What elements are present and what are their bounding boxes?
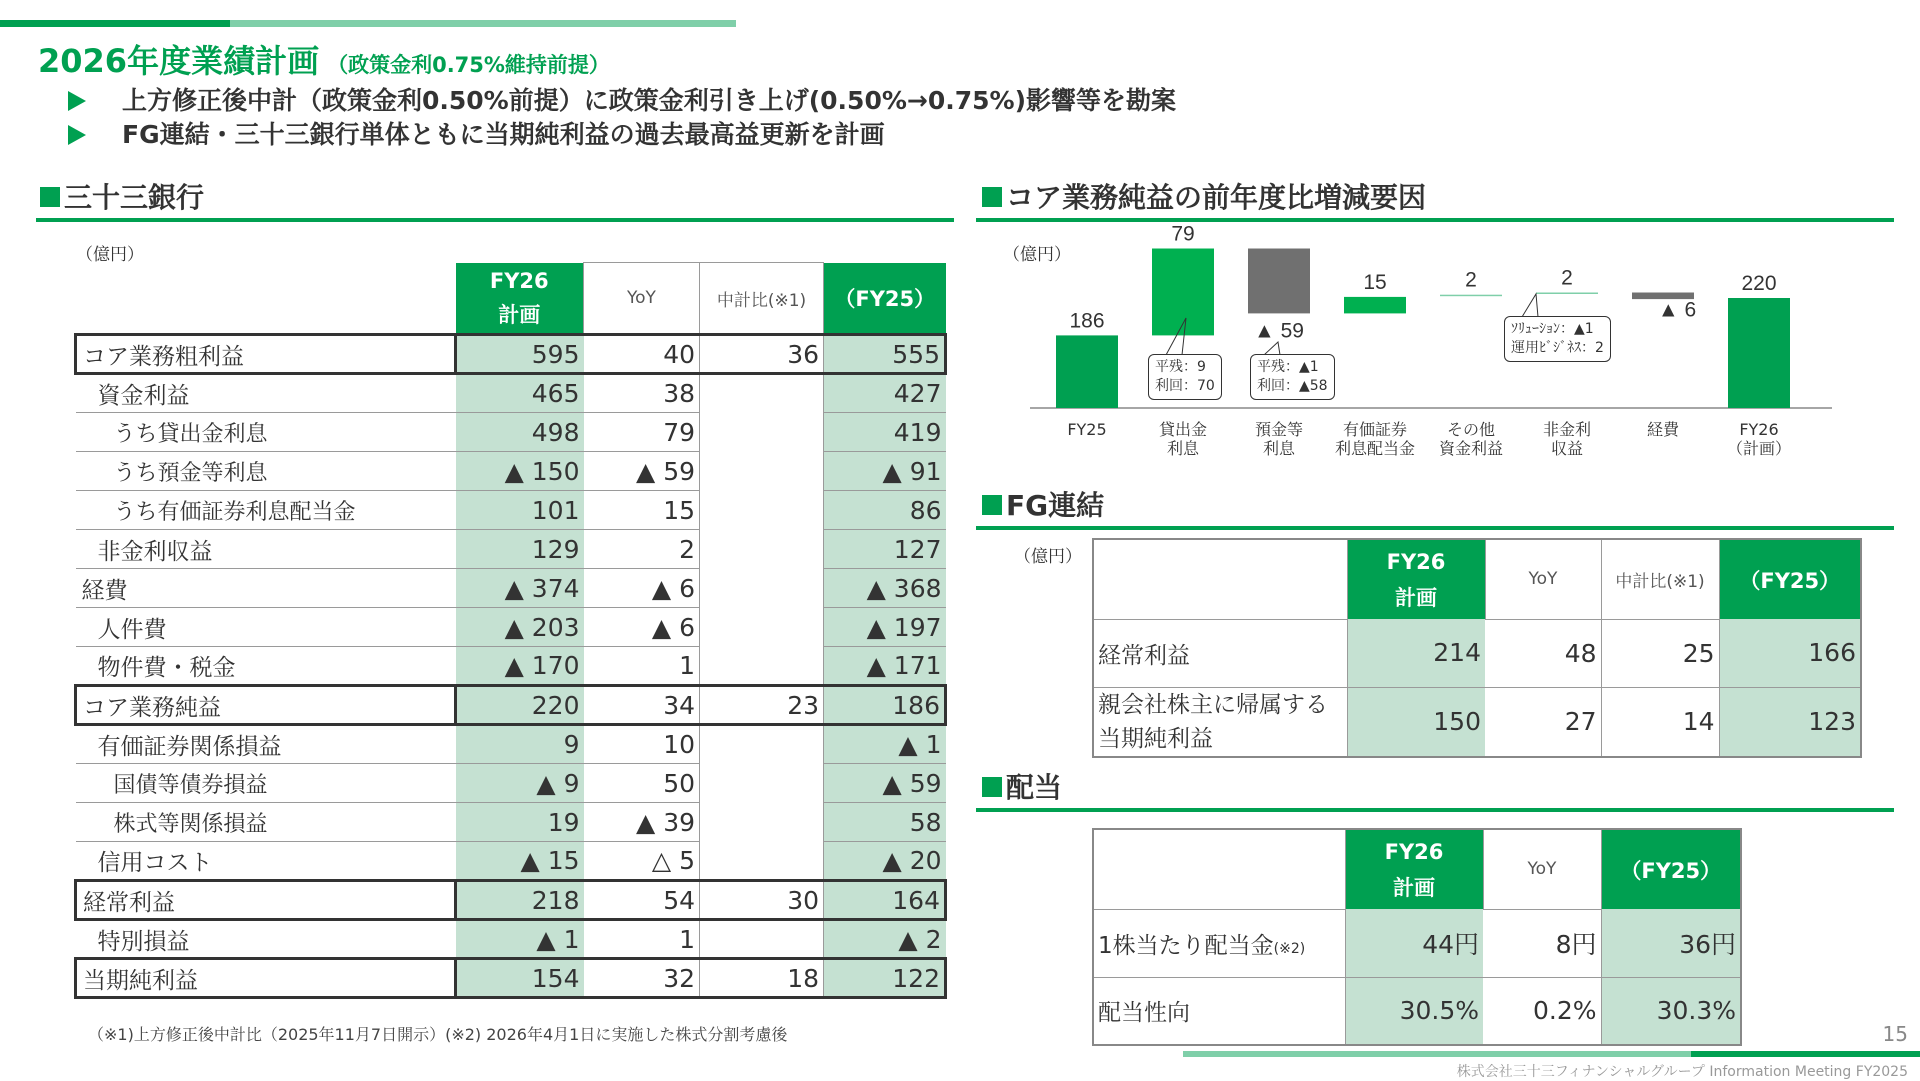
header-fy26: FY26 計画 [456,263,584,335]
callout-pointer [1522,294,1538,317]
cell-vs-plan: 23 [700,686,824,725]
cell-yoy: 1 [584,647,700,686]
waterfall-value-label: 186 [1069,309,1105,333]
waterfall-chart [1010,222,1890,470]
row-label: 物件費・税金 [76,647,456,686]
cell-yoy: 54 [584,881,700,920]
fg-unit: （億円） [1014,547,1082,567]
waterfall-bar [1344,297,1406,314]
cell-yoy: 32 [584,959,700,998]
table-row [76,881,946,920]
waterfall-value-label: 15 [1363,270,1387,294]
waterfall-bar [1056,335,1118,408]
row-label: 配当性向 [1093,977,1345,1045]
table-row [76,842,946,881]
waterfall-bar [1728,298,1790,408]
row-label: うち有価証券利息配当金 [76,491,456,530]
cell-yoy: 27 [1485,687,1601,757]
waterfall-category-label: 預金等 利息 [1254,420,1303,458]
table-row [76,413,946,452]
table-row [76,491,946,530]
row-label: 経常利益 [1093,619,1347,687]
cell-yoy: ▲ 59 [584,452,700,491]
table-row [76,803,946,842]
page-title: 2026年度業績計画 （政策金利0.75%維持前提） [38,42,610,80]
cell-fy26: ▲ 374 [456,569,584,608]
header-yoy: YoY [1483,829,1601,909]
cell-fy25: 127 [824,530,946,569]
bank-unit: （億円） [76,245,144,265]
cell-fy25: 186 [824,686,946,725]
cell-fy25: 122 [824,959,946,998]
cell-fy26: 498 [456,413,584,452]
bullet-item: 上方修正後中計（政策金利0.50%前提）に政策金利引き上げ(0.50%→0.75%)影響等を勘案 [68,84,1176,118]
footer-accent-bar-light [1183,1051,1691,1057]
cell-vs-plan [700,608,824,647]
row-label: うち貸出金利息 [76,413,456,452]
row-label: 特別損益 [76,920,456,959]
waterfall-category-label: 貸出金 利息 [1158,420,1207,458]
table-row [1093,977,1741,1045]
waterfall-value-label: 79 [1171,222,1195,246]
cell-vs-plan: 14 [1601,687,1719,757]
summary-bullets [68,84,1176,152]
header-yoy: YoY [584,263,700,335]
header-vs-plan: 中計比(※1) [1601,539,1719,619]
cell-yoy: 40 [584,335,700,374]
cell-fy25: 555 [824,335,946,374]
cell-fy25: 427 [824,374,946,413]
cell-fy25: 36円 [1601,909,1741,977]
header-fy25: （FY25） [1601,829,1741,909]
cell-yoy: 50 [584,764,700,803]
triangle-bullet-icon [68,91,86,111]
waterfall-category-label: 有価証券 利息配当金 [1334,420,1415,458]
fg-section-title: FG連結 [982,484,1104,524]
loan-callout: 平残：9 利回：70 [1148,354,1222,400]
square-marker-icon [982,777,1002,797]
cell-yoy: 1 [584,920,700,959]
cell-yoy: ▲ 6 [584,569,700,608]
row-label: 当期純利益 [76,959,456,998]
cell-vs-plan [700,569,824,608]
footer-company: 株式会社三十三フィナンシャルグループ Information Meeting FY2025 [1456,1064,1908,1080]
table-row [76,530,946,569]
page-subtitle: （政策金利0.75%維持前提） [327,53,610,77]
cell-fy25: ▲ 368 [824,569,946,608]
cell-fy25: ▲ 91 [824,452,946,491]
cell-fy25: 419 [824,413,946,452]
row-label: 経常利益 [76,881,456,920]
square-marker-icon [982,495,1002,515]
cell-vs-plan [700,725,824,764]
cell-fy26: 9 [456,725,584,764]
cell-vs-plan [700,374,824,413]
table-row [1093,687,1861,757]
table-row [1093,909,1741,977]
square-marker-icon [40,187,60,207]
cell-fy26: 30.5% [1345,977,1483,1045]
cell-fy26: ▲ 9 [456,764,584,803]
cell-yoy: 0.2% [1483,977,1601,1045]
deposit-callout: 平残：▲1 利回：▲58 [1250,354,1335,400]
cell-fy25: ▲ 171 [824,647,946,686]
header-yoy: YoY [1485,539,1601,619]
cell-fy25: ▲ 197 [824,608,946,647]
cell-vs-plan: 36 [700,335,824,374]
waterfall-value-label: 2 [1465,268,1477,292]
waterfall-value-label: ▲ 59 [1254,319,1304,343]
cell-vs-plan [700,803,824,842]
waterfall-bar [1440,295,1502,297]
table-row [76,569,946,608]
cell-fy25: ▲ 2 [824,920,946,959]
waterfall-category-label: その他 資金利益 [1438,420,1503,458]
cell-yoy: 10 [584,725,700,764]
table-row [76,959,946,998]
row-label: コア業務粗利益 [76,335,456,374]
cell-fy26: 214 [1347,619,1485,687]
row-label: 信用コスト [76,842,456,881]
cell-vs-plan [700,530,824,569]
cell-vs-plan [700,452,824,491]
cell-yoy: ▲ 6 [584,608,700,647]
row-label: 国債等債券損益 [76,764,456,803]
cell-fy26: ▲ 170 [456,647,584,686]
table-row [1093,619,1861,687]
cell-fy26: 218 [456,881,584,920]
row-label: 経費 [76,569,456,608]
waterfall-category-label: 経費 [1646,420,1679,439]
cell-vs-plan: 25 [1601,619,1719,687]
cell-yoy: 34 [584,686,700,725]
cell-fy25: 164 [824,881,946,920]
cell-yoy: △ 5 [584,842,700,881]
row-label: コア業務純益 [76,686,456,725]
page-number: 15 [1882,1022,1908,1046]
cell-fy26: 595 [456,335,584,374]
triangle-bullet-icon [68,125,86,145]
waterfall-bar [1248,249,1310,314]
cell-yoy: 15 [584,491,700,530]
section-divider [36,218,954,222]
cell-fy25: ▲ 59 [824,764,946,803]
cell-fy26: ▲ 15 [456,842,584,881]
waterfall-category-label: FY26 （計画） [1726,420,1791,458]
cell-fy26: ▲ 1 [456,920,584,959]
section-divider [976,526,1894,530]
cell-vs-plan [700,647,824,686]
header-vs-plan: 中計比(※1) [700,263,824,335]
cell-fy25: 30.3% [1601,977,1741,1045]
cell-vs-plan: 30 [700,881,824,920]
waterfall-category-label: 非金利 収益 [1542,420,1591,458]
cell-fy25: ▲ 20 [824,842,946,881]
header-blank [1093,829,1345,909]
top-accent-bar [0,20,230,27]
cell-vs-plan [700,920,824,959]
cell-fy26: 465 [456,374,584,413]
row-label: うち預金等利息 [76,452,456,491]
cell-fy26: 129 [456,530,584,569]
cell-fy26: 19 [456,803,584,842]
header-blank [76,263,456,335]
footnote: （※1)上方修正後中計比（2025年11月7日開示）(※2) 2026年4月1日に実施した株式分割考慮後 [88,1025,788,1044]
dividend-table [1092,828,1742,1046]
cell-yoy: 2 [584,530,700,569]
dividend-section-title: 配当 [982,766,1062,806]
cell-fy26: 154 [456,959,584,998]
waterfall-bar [1536,293,1598,295]
cell-yoy: 38 [584,374,700,413]
table-row [76,725,946,764]
row-label: 1株当たり配当金(※2) [1093,909,1345,977]
cell-fy26: ▲ 203 [456,608,584,647]
cell-vs-plan [700,764,824,803]
section-divider [976,808,1894,812]
top-accent-bar-light [230,20,736,27]
table-row [76,764,946,803]
header-fy25: （FY25） [824,263,946,335]
waterfall-bar [1152,249,1214,336]
cell-vs-plan [700,413,824,452]
cell-fy26: 220 [456,686,584,725]
row-label: 有価証券関係損益 [76,725,456,764]
fee-callout: ｿﾘｭｰｼｮﾝ：▲1 運用ﾋﾞｼﾞﾈｽ：2 [1504,316,1611,362]
cell-fy25: ▲ 1 [824,725,946,764]
fg-table [1092,538,1862,758]
row-label: 株式等関係損益 [76,803,456,842]
row-label: 人件費 [76,608,456,647]
square-marker-icon [982,187,1002,207]
cell-fy25: 86 [824,491,946,530]
section-divider [976,218,1894,222]
bullet-item: FG連結・三十三銀行単体ともに当期純利益の過去最高益更新を計画 [68,118,1176,152]
footer-accent-bar [1691,1051,1920,1057]
cell-yoy: 8円 [1483,909,1601,977]
bank-section-title: 三十三銀行 [40,176,204,216]
bank-table-body [76,335,946,998]
bank-table [74,262,947,999]
header-fy26: FY26 計画 [1345,829,1483,909]
cell-yoy: 79 [584,413,700,452]
table-row [76,608,946,647]
cell-fy26: ▲ 150 [456,452,584,491]
waterfall-category-label: FY25 [1067,420,1107,439]
header-fy26: FY26 計画 [1347,539,1485,619]
cell-fy25: 166 [1719,619,1861,687]
waterfall-value-label: ▲ 6 [1657,298,1697,322]
cell-fy26: 101 [456,491,584,530]
cell-vs-plan [700,842,824,881]
cell-vs-plan: 18 [700,959,824,998]
table-row [76,335,946,374]
table-row [76,374,946,413]
header-fy25: （FY25） [1719,539,1861,619]
table-row [76,452,946,491]
waterfall-unit: （億円） [1003,245,1071,265]
cell-fy25: 58 [824,803,946,842]
row-label: 親会社株主に帰属する 当期純利益 [1093,687,1347,757]
waterfall-section-title: コア業務純益の前年度比増減要因 [982,176,1426,216]
row-label: 非金利収益 [76,530,456,569]
table-row [76,920,946,959]
cell-vs-plan [700,491,824,530]
cell-yoy: ▲ 39 [584,803,700,842]
cell-yoy: 48 [1485,619,1601,687]
table-row [76,686,946,725]
waterfall-value-label: 2 [1561,266,1573,290]
cell-fy26: 44円 [1345,909,1483,977]
table-row [76,647,946,686]
cell-fy25: 123 [1719,687,1861,757]
row-label: 資金利益 [76,374,456,413]
cell-fy26: 150 [1347,687,1485,757]
waterfall-value-label: 220 [1741,272,1777,295]
header-blank [1093,539,1347,619]
